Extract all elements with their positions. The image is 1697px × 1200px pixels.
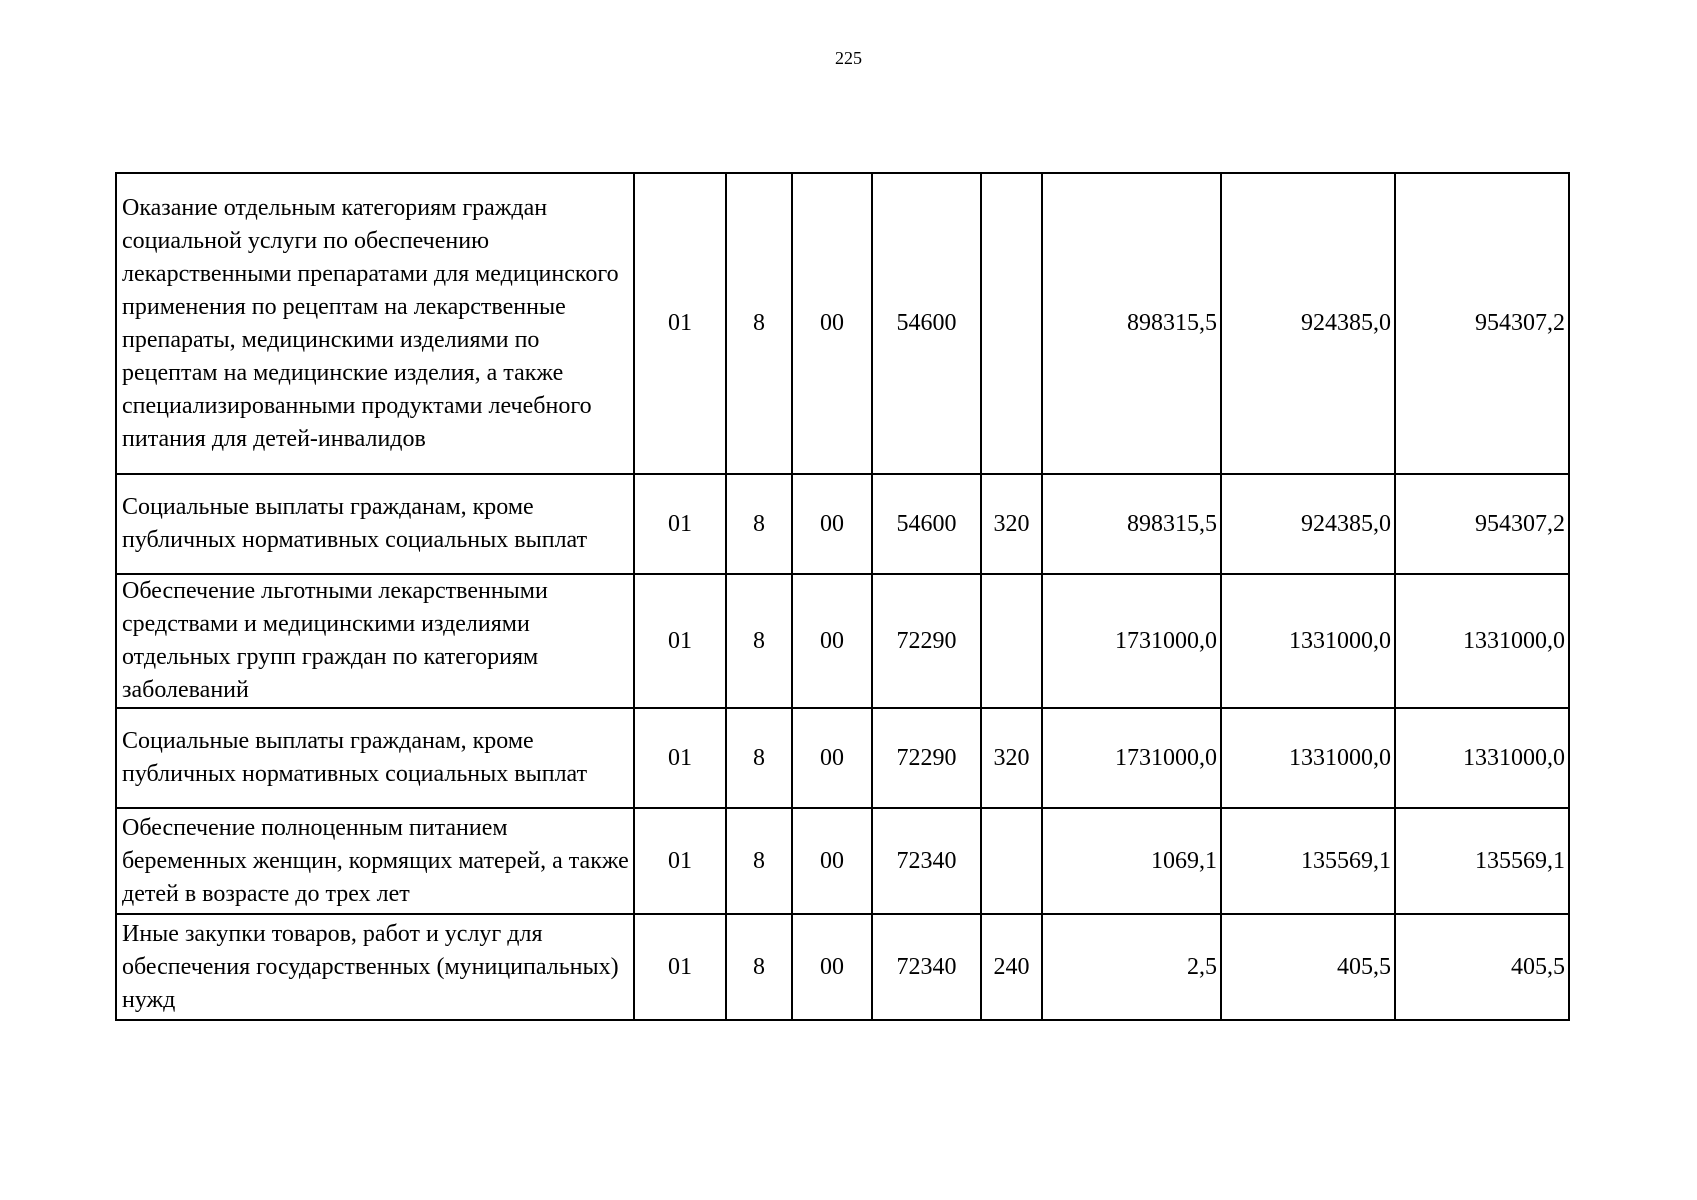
row-description: Иные закупки товаров, работ и услуг для обеспечения государственных (муниципальных) нужд [116,914,634,1020]
table-row [116,574,1569,708]
row-description: Социальные выплаты гражданам, кроме публичных нормативных социальных выплат [116,708,634,808]
budget-table [115,172,1570,1021]
code-expense-type [981,808,1042,914]
code-main-event: 00 [792,574,872,708]
code-subprogram: 8 [726,574,792,708]
code-direction: 72290 [872,708,981,808]
amount-year-2: 135569,1 [1221,808,1395,914]
amount-year-2: 924385,0 [1221,474,1395,574]
amount-year-1: 1731000,0 [1042,574,1221,708]
code-program: 01 [634,173,726,474]
table-row [116,708,1569,808]
code-main-event: 00 [792,708,872,808]
code-main-event: 00 [792,808,872,914]
table-row [116,914,1569,1020]
code-subprogram: 8 [726,474,792,574]
amount-year-1: 1069,1 [1042,808,1221,914]
amount-year-1: 1731000,0 [1042,708,1221,808]
code-subprogram: 8 [726,173,792,474]
amount-year-1: 2,5 [1042,914,1221,1020]
code-direction: 54600 [872,474,981,574]
amount-year-2: 405,5 [1221,914,1395,1020]
amount-year-1: 898315,5 [1042,173,1221,474]
amount-year-3: 954307,2 [1395,474,1569,574]
code-direction: 72340 [872,914,981,1020]
code-main-event: 00 [792,474,872,574]
row-description: Обеспечение полноценным питанием беременных женщин, кормящих матерей, а также детей в возрасте до трех лет [116,808,634,914]
code-program: 01 [634,708,726,808]
table-row [116,808,1569,914]
code-program: 01 [634,474,726,574]
code-main-event: 00 [792,914,872,1020]
table-row [116,474,1569,574]
code-expense-type [981,574,1042,708]
amount-year-3: 405,5 [1395,914,1569,1020]
code-direction: 72340 [872,808,981,914]
code-subprogram: 8 [726,808,792,914]
code-expense-type: 320 [981,708,1042,808]
row-description: Оказание отдельным категориям граждан социальной услуги по обеспечению лекарственными препаратами для медицинского применения по рецептам на лекарственные препараты, медицинскими изделиями по рецептам на медицинские изделия, а также специализированными продуктами лечебного питания для детей-инвалидов [116,173,634,474]
code-expense-type [981,173,1042,474]
amount-year-3: 1331000,0 [1395,574,1569,708]
row-description: Обеспечение льготными лекарственными средствами и медицинскими изделиями отдельных групп граждан по категориям заболеваний [116,574,634,708]
code-subprogram: 8 [726,914,792,1020]
code-subprogram: 8 [726,708,792,808]
row-description: Социальные выплаты гражданам, кроме публичных нормативных социальных выплат [116,474,634,574]
amount-year-2: 924385,0 [1221,173,1395,474]
amount-year-3: 954307,2 [1395,173,1569,474]
amount-year-3: 135569,1 [1395,808,1569,914]
code-expense-type: 320 [981,474,1042,574]
code-program: 01 [634,574,726,708]
table-row [116,173,1569,474]
code-main-event: 00 [792,173,872,474]
code-direction: 72290 [872,574,981,708]
amount-year-3: 1331000,0 [1395,708,1569,808]
amount-year-2: 1331000,0 [1221,708,1395,808]
code-program: 01 [634,914,726,1020]
page-number: 225 [835,48,862,68]
amount-year-1: 898315,5 [1042,474,1221,574]
code-program: 01 [634,808,726,914]
code-expense-type: 240 [981,914,1042,1020]
code-direction: 54600 [872,173,981,474]
amount-year-2: 1331000,0 [1221,574,1395,708]
